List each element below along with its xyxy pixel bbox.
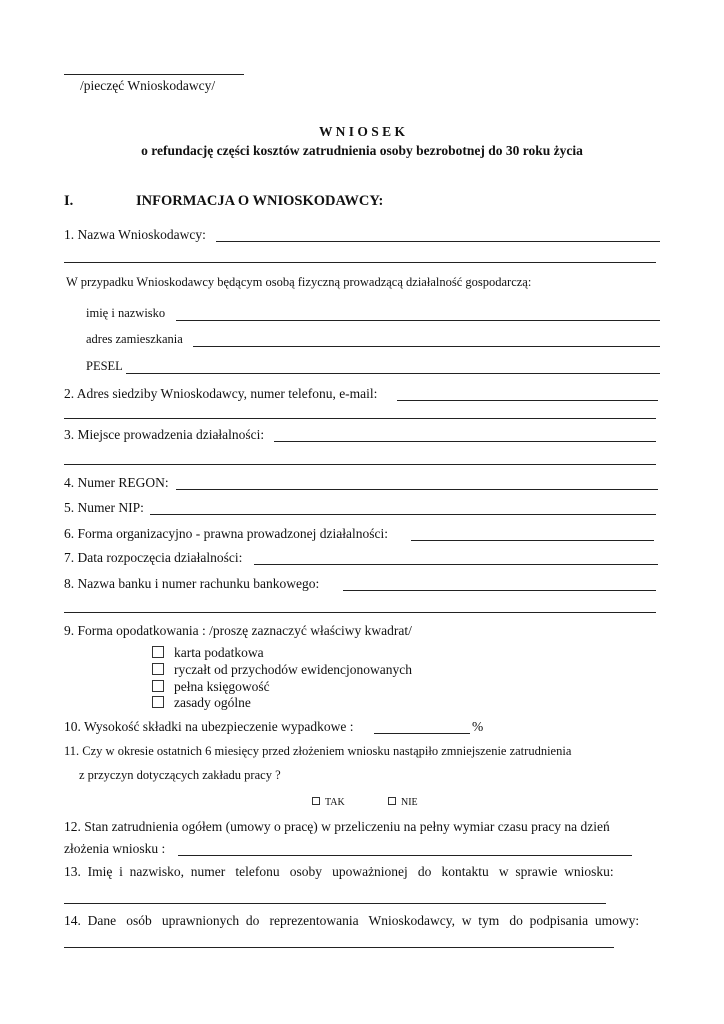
pesel-field[interactable] <box>126 359 660 374</box>
stamp-label: /pieczęć Wnioskodawcy/ <box>80 78 216 93</box>
hq-address-field[interactable] <box>397 386 658 401</box>
section-number: I. <box>64 193 74 209</box>
q3-label: 3. Miejsce prowadzenia działalności: <box>64 427 265 442</box>
q7-label: 7. Data rozpoczęcia działalności: <box>64 550 243 565</box>
q11-line2: z przyczyn dotyczących zakładu pracy ? <box>79 768 281 782</box>
checkbox-icon[interactable] <box>388 797 396 805</box>
hq-address-field-2[interactable] <box>64 404 656 419</box>
accident-rate-field[interactable] <box>374 719 470 734</box>
address-label: adres zamieszkania <box>86 332 183 346</box>
employment-field[interactable] <box>178 841 632 856</box>
q10-label: 10. Wysokość składki na ubezpieczenie wypadkowe : <box>64 719 354 734</box>
tax-option-lump-sum[interactable]: ryczałt od przychodów ewidencjonowanych <box>152 662 412 678</box>
name-label: imię i nazwisko <box>86 306 166 320</box>
contact-person-field[interactable] <box>64 889 606 904</box>
q1-label: 1. Nazwa Wnioskodawcy: <box>64 227 206 242</box>
checkbox-icon[interactable] <box>152 696 164 708</box>
answer-no[interactable]: NIE <box>388 797 418 809</box>
q6-label: 6. Forma organizacyjno - prawna prowadzonej działalności: <box>64 526 389 541</box>
bank-account-field[interactable] <box>343 576 656 591</box>
form-subtitle: o refundację części kosztów zatrudnienia osoby bezrobotnej do 30 roku życia <box>141 143 583 158</box>
nip-field[interactable] <box>150 500 656 515</box>
q8-label: 8. Nazwa banku i numer rachunku bankowego: <box>64 576 320 591</box>
q2-label: 2. Adres siedziby Wnioskodawcy, numer telefonu, e-mail: <box>64 386 378 401</box>
checkbox-icon[interactable] <box>152 680 164 692</box>
business-place-field[interactable] <box>274 427 656 442</box>
stamp-line <box>64 74 244 75</box>
q5-label: 5. Numer NIP: <box>64 500 144 515</box>
q9-label: 9. Forma opodatkowania : /proszę zaznaczyć właściwy kwadrat/ <box>64 623 412 638</box>
q12-line2: złożenia wniosku : <box>64 841 166 856</box>
percent-sign: % <box>472 719 484 734</box>
q11-line1: 11. Czy w okresie ostatnich 6 miesięcy przed złożeniem wniosku nastąpiło zmniejszenie zatrudnienia <box>64 744 572 758</box>
representatives-field[interactable] <box>64 933 614 948</box>
owner-name-field[interactable] <box>176 306 660 321</box>
legal-form-field[interactable] <box>411 526 654 541</box>
applicant-name-field[interactable] <box>216 227 660 242</box>
checkbox-icon[interactable] <box>152 646 164 658</box>
start-date-field[interactable] <box>254 550 658 565</box>
q14-label: 14. Dane osób uprawnionych do reprezentowania Wnioskodawcy, w tym do podpisania umowy: <box>64 913 640 928</box>
form-title: W N I O S E K <box>318 124 406 139</box>
bank-account-field-2[interactable] <box>64 598 656 613</box>
tax-option-card[interactable]: karta podatkowa <box>152 645 264 661</box>
business-place-field-2[interactable] <box>64 450 656 465</box>
section-title: INFORMACJA O WNIOSKODAWCY: <box>136 193 384 209</box>
q4-label: 4. Numer REGON: <box>64 475 169 490</box>
pesel-label: PESEL <box>86 359 123 373</box>
owner-address-field[interactable] <box>193 332 660 347</box>
personal-note: W przypadku Wnioskodawcy będącym osobą fizyczną prowadzącą działalność gospodarczą: <box>66 275 532 289</box>
applicant-name-field-2[interactable] <box>64 248 656 263</box>
regon-field[interactable] <box>176 475 658 490</box>
tax-option-full-accounting[interactable]: pełna księgowość <box>152 679 270 695</box>
q12-line1: 12. Stan zatrudnienia ogółem (umowy o pracę) w przeliczeniu na pełny wymiar czasu pracy na dzień <box>64 819 610 834</box>
checkbox-icon[interactable] <box>152 663 164 675</box>
tax-option-general-rules[interactable]: zasady ogólne <box>152 695 251 711</box>
q13-label: 13. Imię i nazwisko, numer telefonu osoby upoważnionej do kontaktu w sprawie wniosku: <box>64 864 614 879</box>
answer-yes[interactable]: TAK <box>312 797 345 809</box>
checkbox-icon[interactable] <box>312 797 320 805</box>
